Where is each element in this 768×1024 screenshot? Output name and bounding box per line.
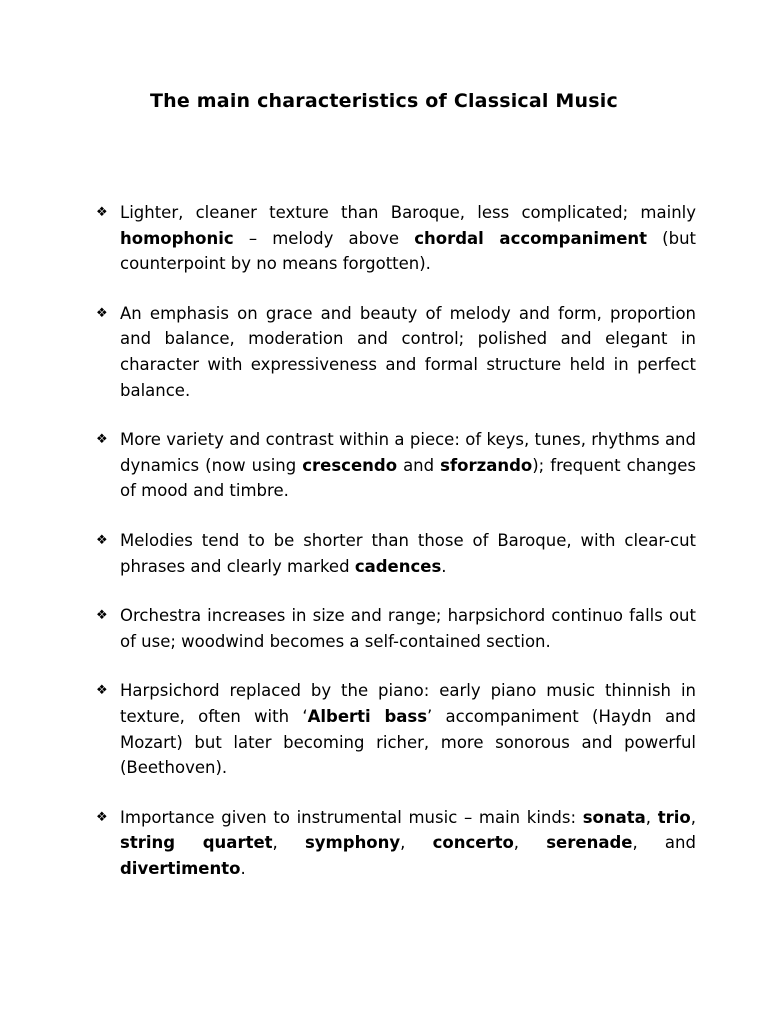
text-run: , [645,807,658,827]
text-run: An emphasis on grace and beauty of melody and form, proportion and balance, moderation and control; polished and elegant in character with expressiveness and formal structure held in perfect balance. [120,303,696,400]
bold-term: sonata [582,807,646,827]
four-diamond-bullet-icon: ❖ [96,532,108,548]
text-run: , [400,833,433,853]
bold-term: sforzando [440,455,533,475]
bold-term: cadences [354,556,442,576]
bold-term: trio [657,807,691,827]
text-run: Orchestra increases in size and range; harpsichord continuo falls out of use; woodwind becomes a self-contained section. [120,606,696,651]
four-diamond-bullet-icon: ❖ [96,432,108,448]
text-run: , and [632,833,696,853]
bold-term: serenade [546,833,633,853]
text-run: ); frequent changes of mood and timbre. [120,455,696,501]
bold-term: homophonic [120,228,234,248]
text-run: , [272,833,305,853]
list-item [96,301,696,403]
text-run: , [513,833,547,853]
text-run: Melodies tend to be shorter than those of Baroque, with clear-cut phrases and clearly marked [120,530,696,576]
list-item [96,427,696,504]
bold-term: string quartet [120,833,273,853]
text-run: . [441,556,447,576]
text-run: – melody above [233,228,415,248]
list-item [96,528,696,579]
four-diamond-bullet-icon: ❖ [96,305,108,321]
text-run: More variety and contrast within a piece: of keys, tunes, rhythms and dynamics (now using [120,430,696,475]
bold-term: divertimento [120,858,241,878]
text-run: Lighter, cleaner texture than Baroque, less complicated; mainly [120,203,696,222]
text-run: ’ accompaniment (Haydn and Mozart) but later becoming richer, more sonorous and powerful (Beethoven). [120,706,696,778]
four-diamond-bullet-icon: ❖ [96,683,108,699]
bold-term: chordal accompaniment [414,228,648,248]
bold-term: Alberti bass [307,706,428,726]
text-run: . [240,858,246,878]
list-item [96,678,696,780]
four-diamond-bullet-icon: ❖ [96,205,108,220]
text-run: Harpsichord replaced by the piano: early piano music thinnish in texture, often with ‘ [120,681,696,726]
text-run: (but counterpoint by no means forgotten). [120,228,696,274]
list-item [96,200,696,277]
bold-term: symphony [304,833,401,853]
bold-term: concerto [432,833,514,853]
list-item [96,603,696,654]
list-item [96,805,696,882]
four-diamond-bullet-icon: ❖ [96,809,108,825]
text-run: and [397,455,441,475]
text-run: Importance given to instrumental music – main kinds: [120,807,583,827]
four-diamond-bullet-icon: ❖ [96,608,108,624]
characteristics-list [96,200,696,905]
bold-term: crescendo [302,455,398,475]
text-run: , [690,807,696,827]
page-title: The main characteristics of Classical Music [150,90,618,112]
